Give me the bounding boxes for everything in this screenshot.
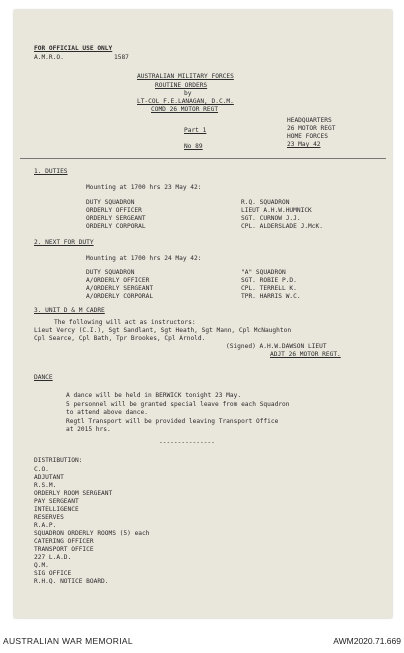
hq-line-2: 26 MOTOR REGT bbox=[287, 125, 336, 132]
title-line-4: LT-COL F.E.LANAGAN, D.C.M. bbox=[137, 98, 234, 105]
duty-role: DUTY SQUADRON bbox=[86, 269, 135, 276]
distribution-item: RESERVES bbox=[34, 514, 64, 521]
duty-role: A/ORDERLY OFFICER bbox=[86, 277, 150, 284]
distribution-item: Q.M. bbox=[34, 562, 49, 569]
amro-label: A.M.R.O. bbox=[34, 54, 64, 61]
duty-name: SGT. CURNOW J.J. bbox=[241, 215, 301, 222]
duty-name: "A" SQUADRON bbox=[241, 269, 286, 276]
unit-line-1: The following will act as instructors: bbox=[54, 319, 196, 326]
duties-mounting: Mounting at 1700 hrs 23 May 42: bbox=[86, 184, 202, 191]
dance-line-5: at 2015 hrs. bbox=[66, 426, 111, 433]
distribution-item: CATERING OFFICER bbox=[34, 538, 94, 545]
dance-line-3: to attend above dance. bbox=[66, 409, 148, 416]
duty-name: LIEUT A.H.W.HUMNICK bbox=[241, 207, 312, 214]
duty-name: CPL. ALDERSLADE J.McK. bbox=[241, 223, 323, 230]
hq-date: 23 May 42 bbox=[287, 141, 321, 148]
duty-role: ORDERLY OFFICER bbox=[86, 207, 142, 214]
institution-name: AUSTRALIAN WAR MEMORIAL bbox=[3, 636, 133, 646]
signature-line: (Signed) A.H.W.DAWSON LIEUT bbox=[226, 343, 327, 350]
dance-line-4: Regtl Transport will be provided leaving Transport Office bbox=[66, 418, 279, 425]
unit-line-2: Lieut Vercy (C.I.), Sgt Sandlant, Sgt Heath, Sgt Mann, Cpl McNaughton bbox=[34, 327, 292, 334]
title-line-1: AUSTRALIAN MILITARY FORCES bbox=[137, 73, 234, 80]
distribution-item: INTELLIGENCE bbox=[34, 506, 79, 513]
signature-title: ADJT 26 MOTOR REGT. bbox=[270, 351, 341, 358]
title-line-5: COMD 26 MOTOR REGT bbox=[151, 106, 219, 113]
distribution-item: ADJUTANT bbox=[34, 474, 64, 481]
hq-line-1: HEADQUARTERS bbox=[287, 117, 332, 124]
distribution-item: TRANSPORT OFFICE bbox=[34, 546, 94, 553]
dance-line-2: 5 personnel will be granted special leave from each Squadron bbox=[66, 401, 290, 408]
duties-heading: 1. DUTIES bbox=[34, 168, 68, 175]
title-line-3: by bbox=[184, 90, 192, 97]
duty-name: TPR. HARRIS W.C. bbox=[241, 293, 301, 300]
duty-role: ORDERLY SERGEANT bbox=[86, 215, 146, 222]
header-rule bbox=[20, 158, 386, 159]
distribution-item: R.A.P. bbox=[34, 522, 57, 529]
title-line-2: ROUTINE ORDERS bbox=[155, 82, 208, 89]
amro-number: 1587 bbox=[114, 54, 129, 61]
duty-role: ORDERLY CORPORAL bbox=[86, 223, 146, 230]
accession-number: AWM2020.71.669 bbox=[333, 636, 401, 646]
order-number: No 89 bbox=[184, 143, 203, 150]
unit-cadre-heading: 3. UNIT D & M CADRE bbox=[34, 307, 105, 314]
next-duty-mounting: Mounting at 1700 hrs 24 May 42: bbox=[86, 255, 202, 262]
distribution-item: SQUADRON ORDERLY ROOMS (5) each bbox=[34, 530, 150, 537]
duty-name: SGT. ROBIE P.D. bbox=[241, 277, 297, 284]
duty-role: A/ORDERLY CORPORAL bbox=[86, 293, 154, 300]
archive-footer bbox=[0, 622, 404, 653]
dance-line-1: A dance will be held in BERWICK tonight 23 May. bbox=[66, 392, 242, 399]
distribution-item: C.O. bbox=[34, 466, 49, 473]
duty-role: DUTY SQUADRON bbox=[86, 199, 135, 206]
duty-name: CPL. TERRELL K. bbox=[241, 285, 297, 292]
unit-line-3: Cpl Searce, Cpl Bath, Tpr Brookes, Cpl Arnold. bbox=[34, 335, 206, 342]
distribution-heading: DISTRIBUTION: bbox=[34, 457, 83, 464]
duty-role: A/ORDERLY SERGEANT bbox=[86, 285, 154, 292]
official-use-label: FOR OFFICIAL USE ONLY bbox=[34, 45, 113, 52]
distribution-item: R.H.Q. NOTICE BOARD. bbox=[34, 578, 109, 585]
document-page bbox=[14, 10, 392, 618]
hq-line-3: HOME FORCES bbox=[287, 133, 328, 140]
distribution-item: R.S.M. bbox=[34, 482, 57, 489]
duty-name: R.Q. SQUADRON bbox=[241, 199, 290, 206]
dance-heading: DANCE bbox=[34, 374, 53, 381]
next-duty-heading: 2. NEXT FOR DUTY bbox=[34, 239, 94, 246]
distribution-item: SIG OFFICE bbox=[34, 570, 72, 577]
section-divider: --------------- bbox=[159, 439, 215, 446]
distribution-item: 227 L.A.D. bbox=[34, 554, 72, 561]
part-label: Part 1 bbox=[184, 127, 207, 134]
distribution-item: ORDERLY ROOM SERGEANT bbox=[34, 490, 113, 497]
distribution-item: PAY SERGEANT bbox=[34, 498, 79, 505]
